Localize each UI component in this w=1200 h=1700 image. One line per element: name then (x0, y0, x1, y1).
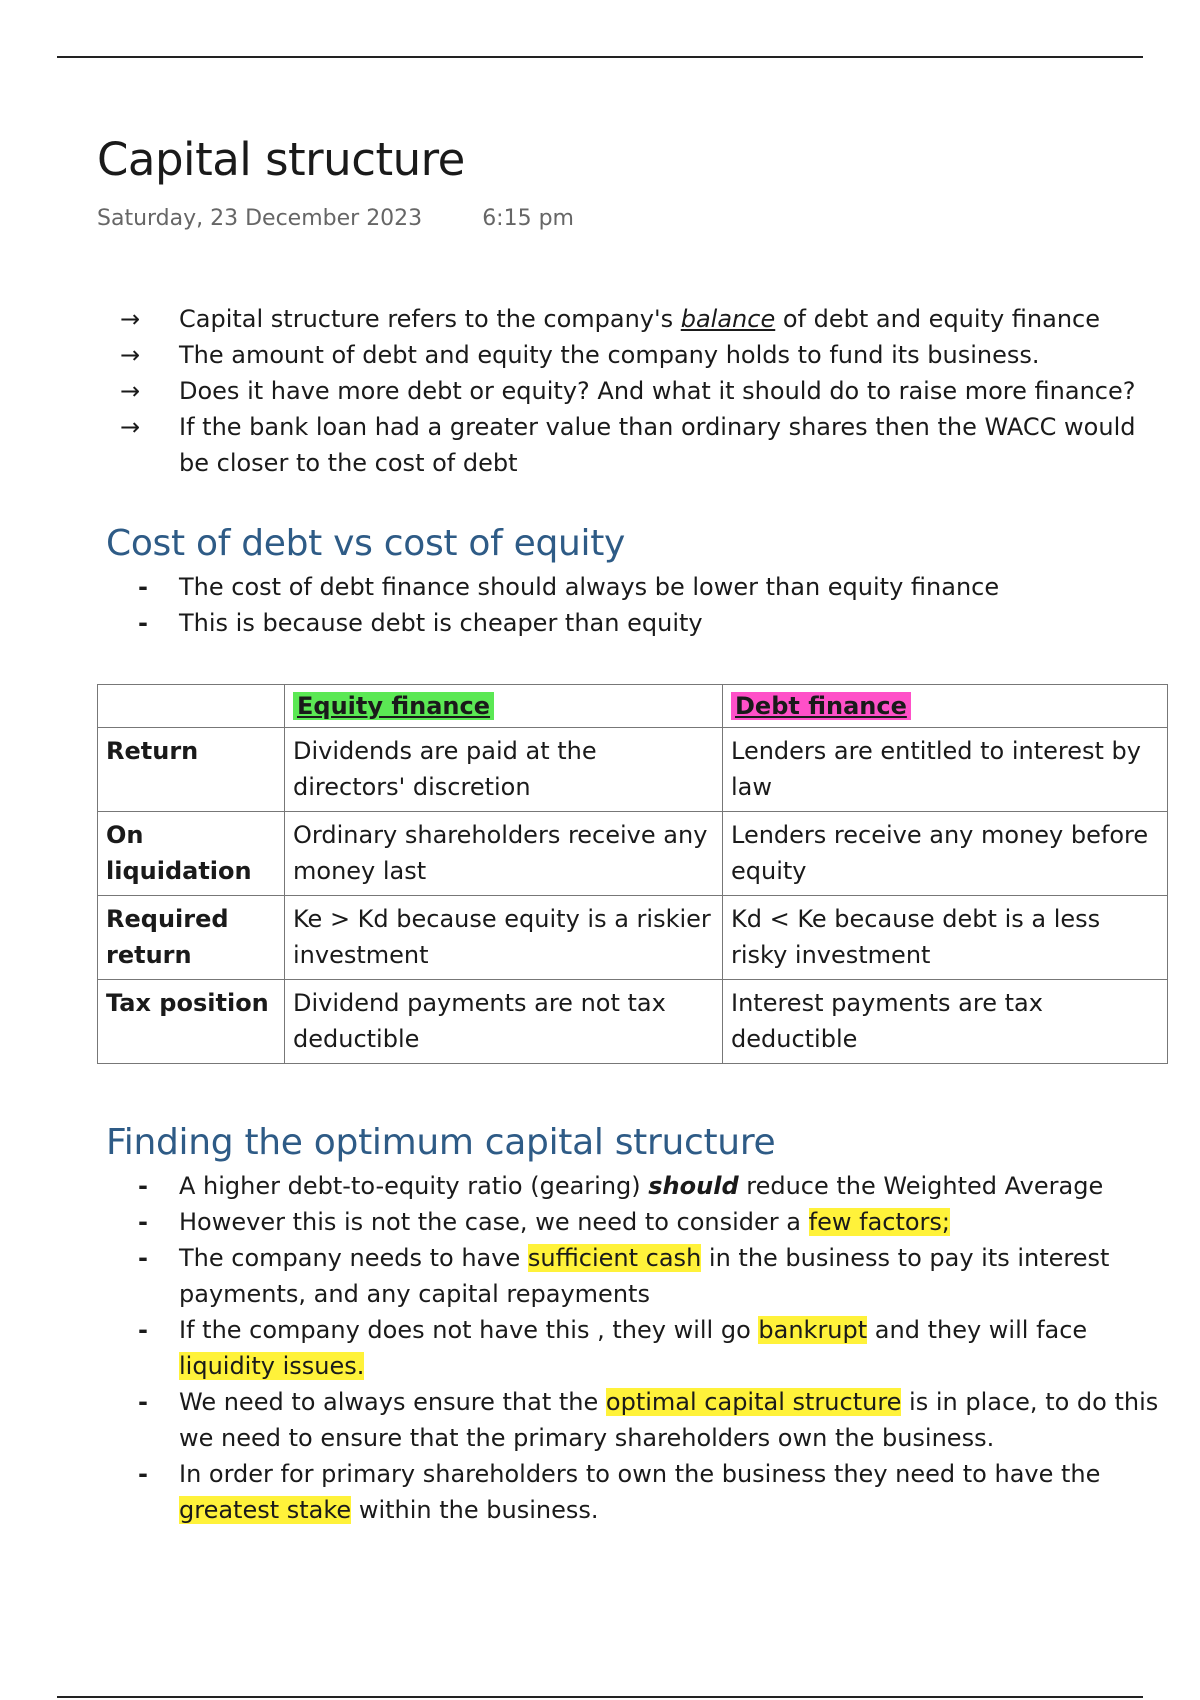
list-item: - A higher debt-to-equity ratio (gearing) should reduce the Weighted Average (0, 1168, 1200, 1204)
list-item: → The amount of debt and equity the company holds to fund its business. (0, 337, 1200, 373)
dash-bullet-icon: - (138, 1208, 148, 1236)
comparison-table (97, 684, 1168, 1064)
highlight: few factors; (808, 1208, 951, 1236)
equity-header-cell (285, 685, 723, 728)
top-rule (57, 56, 1143, 58)
equity-header: Equity finance (293, 692, 494, 720)
highlight: sufficient cash (527, 1244, 702, 1272)
intro-list (0, 301, 1200, 481)
dash-bullet-icon: - (138, 1316, 148, 1344)
page-date: Saturday, 23 December 2023 (97, 206, 423, 231)
debt-header: Debt finance (731, 692, 911, 720)
debt-cell: Kd < Ke because debt is a less risky investment (723, 896, 1168, 980)
equity-cell: Dividends are paid at the directors' discretion (285, 728, 723, 812)
page-title: Capital structure (97, 133, 465, 186)
table-row (98, 812, 1168, 896)
equity-cell: Ordinary shareholders receive any money last (285, 812, 723, 896)
list-item: - The company needs to have sufficient cash in the business to pay its interest payments, and any capital repayments (0, 1240, 1200, 1312)
debt-cell: Lenders are entitled to interest by law (723, 728, 1168, 812)
dash-bullet-icon: - (138, 1172, 148, 1200)
arrow-bullet-icon: → (120, 413, 141, 441)
table-row (98, 896, 1168, 980)
equity-cell: Dividend payments are not tax deductible (285, 980, 723, 1064)
list-item: → Does it have more debt or equity? And what it should do to raise more finance? (0, 373, 1200, 409)
list-item: - We need to always ensure that the optimal capital structure is in place, to do this we need to ensure that the primary shareholders own the business. (0, 1384, 1200, 1456)
page-time: 6:15 pm (482, 206, 574, 231)
highlight: optimal capital structure (605, 1388, 902, 1416)
equity-cell: Ke > Kd because equity is a riskier investment (285, 896, 723, 980)
list-item: - In order for primary shareholders to own the business they need to have the greatest stake within the business. (0, 1456, 1200, 1528)
table-row (98, 728, 1168, 812)
arrow-bullet-icon: → (120, 377, 141, 405)
list-item: → Capital structure refers to the company's balance of debt and equity finance (0, 301, 1200, 337)
arrow-bullet-icon: → (120, 305, 141, 333)
row-label: Required return (98, 896, 285, 980)
section-heading-optimum: Finding the optimum capital structure (106, 1122, 776, 1163)
emphasis: balance (680, 305, 776, 333)
bottom-rule (57, 1696, 1143, 1698)
debt-cell: Interest payments are tax deductible (723, 980, 1168, 1064)
row-label: Return (98, 728, 285, 812)
page-dateline (97, 206, 574, 231)
emphasis: should (648, 1172, 739, 1200)
table-header-row (98, 685, 1168, 728)
table-corner-cell (98, 685, 285, 728)
highlight: greatest stake (179, 1496, 352, 1524)
list-item: - The cost of debt finance should always be lower than equity finance (0, 569, 1200, 605)
highlight: liquidity issues. (179, 1352, 365, 1380)
cost-list (0, 569, 1200, 641)
list-item: - This is because debt is cheaper than equity (0, 605, 1200, 641)
optimum-list (0, 1168, 1200, 1528)
dash-bullet-icon: - (138, 609, 148, 637)
dash-bullet-icon: - (138, 1244, 148, 1272)
highlight: bankrupt (758, 1316, 868, 1344)
table-row (98, 980, 1168, 1064)
arrow-bullet-icon: → (120, 341, 141, 369)
list-item: - However this is not the case, we need to consider a few factors; (0, 1204, 1200, 1240)
row-label: On liquidation (98, 812, 285, 896)
section-heading-cost: Cost of debt vs cost of equity (106, 523, 626, 564)
list-item: - If the company does not have this , they will go bankrupt and they will face liquidity issues. (0, 1312, 1200, 1384)
dash-bullet-icon: - (138, 1460, 148, 1488)
debt-header-cell (723, 685, 1168, 728)
debt-cell: Lenders receive any money before equity (723, 812, 1168, 896)
dash-bullet-icon: - (138, 1388, 148, 1416)
list-item: → If the bank loan had a greater value than ordinary shares then the WACC would be closer to the cost of debt (0, 409, 1200, 481)
dash-bullet-icon: - (138, 573, 148, 601)
row-label: Tax position (98, 980, 285, 1064)
